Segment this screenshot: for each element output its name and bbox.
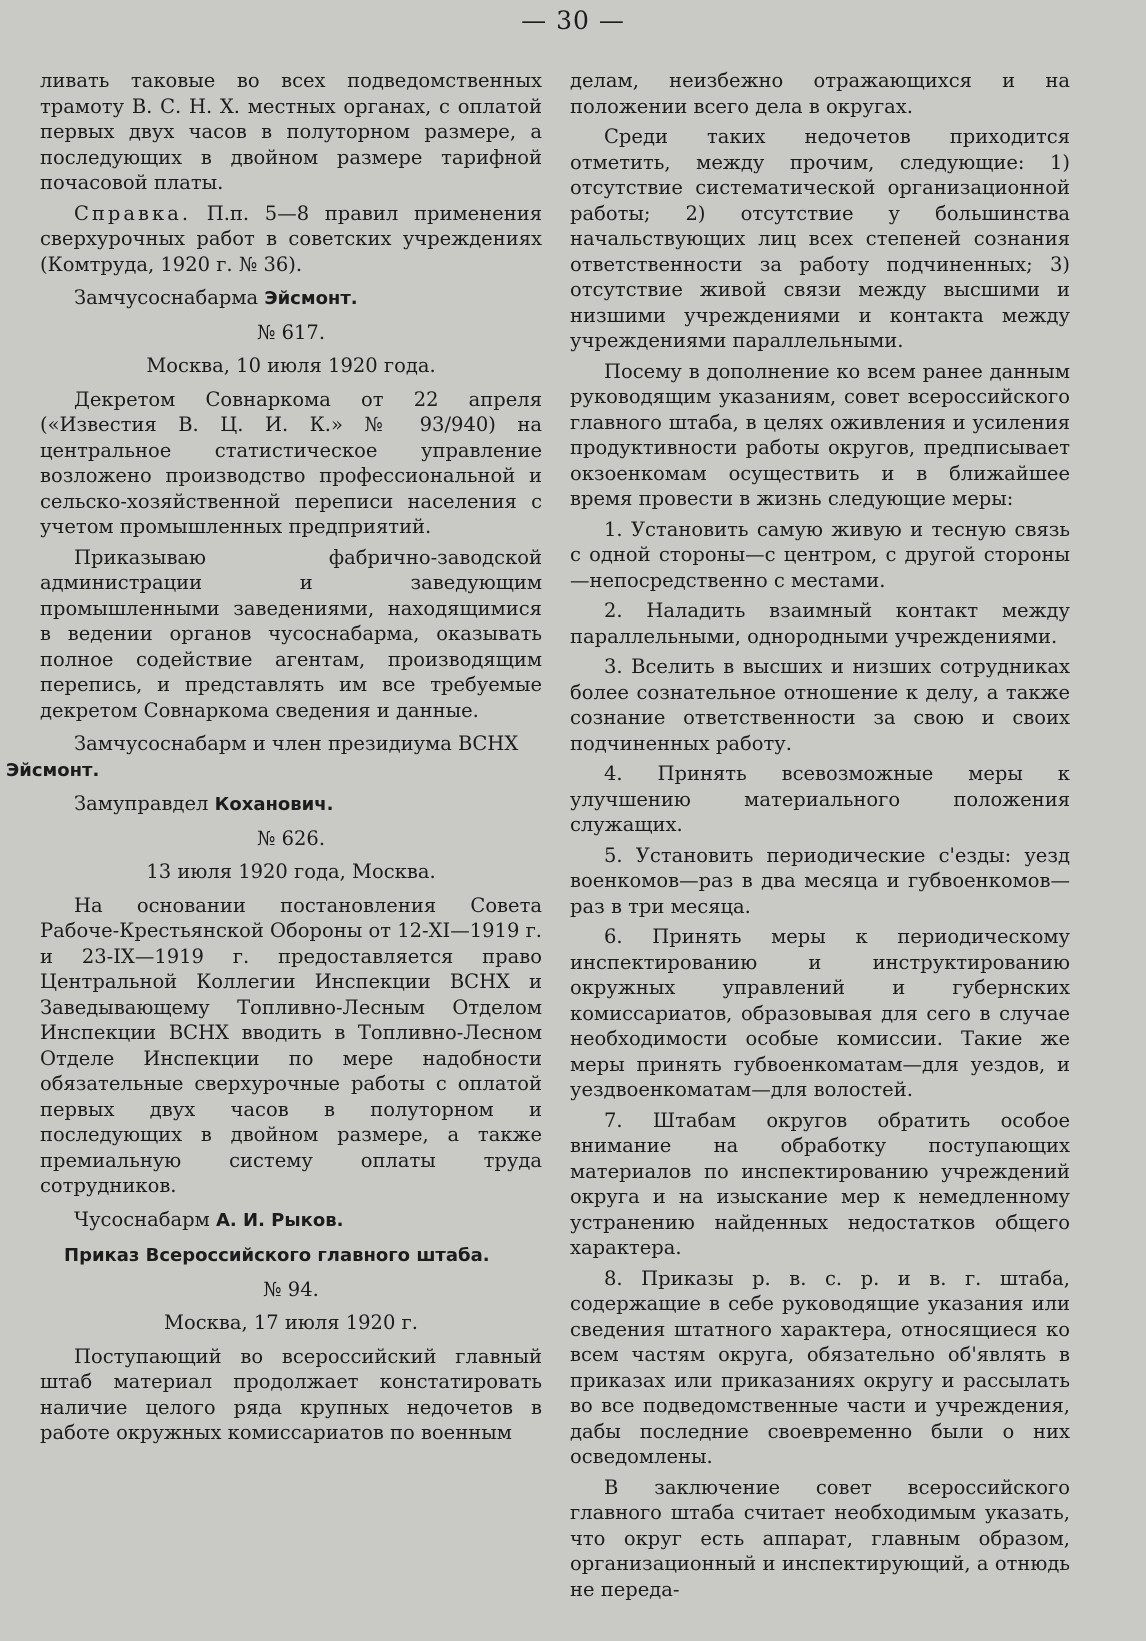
paragraph: Посему в дополнение ко всем ранее данным руководящим указаниям, совет всероссийского главного штаба, в целях оживления и усиления продуктивности работы округов, предписывает окзоенкомам осуществить и в ближайшее время провести в жизнь следующие меры: xyxy=(570,359,1070,510)
paragraph: Декретом Совнаркома от 22 апреля («Известия В. Ц. И. К.» № 93/940) на центральное статистическое управление возложено производство профессиональной и сельско-хозяйственной переписи населения с учетом промышленных предприятий. xyxy=(40,387,542,538)
order-number: № 626. xyxy=(256,826,326,850)
note-label: Справка. xyxy=(74,201,192,225)
paragraph: ливать таковые во всех подведомственных трамоту В. С. Н. Х. местных органах, с оплатой первых двух часов в полуторном размере, а последующих в двойном размере тарифной почасовой платы. xyxy=(40,69,542,194)
right-column xyxy=(570,68,1070,1607)
paragraph: Поступающий во всероссийский главный штаб материал продолжает констатировать наличие целого ряда крупных недочетов в работе окружных комиссариатов по военным xyxy=(40,1344,542,1444)
signature-name: Коханович. xyxy=(214,794,334,815)
paragraph: На основании постановления Совета Рабоче-Крестьянской Обороны от 12-XI—1919 г. и 23-IX—1919 г. предоставляется право Центральной Коллегии Инспекции ВСНХ и Заведывающему Топливно-Лесным Отделом Инспекции ВСНХ вводить в Топливно-Лесном Отделе Инспекции по мере надобности обязательные сверхурочные работы с оплатой первых двух часов в полуторном и последующих в двойном размере, а также премиальную систему оплаты труда сотрудников. xyxy=(40,893,542,1197)
order-place-date: Москва, 10 июля 1920 года. xyxy=(146,354,436,377)
signature xyxy=(40,1207,542,1234)
note-text: П.п. 5—8 правил применения сверхурочных работ в советских учреждениях (Комтруда, 1920 г. № 36). xyxy=(40,201,542,276)
paragraph: Приказываю фабрично-заводской администрации и заведующим промышленными заведениями, находящимися в ведении органов чусоснабарма, оказывать полное содействие агентам, производящим перепись, и представлять им все требуемые декретом Совнаркома сведения и данные. xyxy=(40,545,542,722)
paragraph: делам, неизбежно отражающихся и на положении всего дела в округах. xyxy=(570,69,1070,118)
paragraph: Среди таких недочетов приходится отметить, между прочим, следующие: 1) отсутствие систематической организационной работы; 2) отсутствие у большинства начальствующих лиц всех степеней сознания ответственности за работу подчиненных; 3) отсутствие живой связи между высшими и низшими учреждениями и контакта между учреждениями параллельными. xyxy=(570,125,1070,352)
signature xyxy=(40,791,542,818)
order-number: № 617. xyxy=(256,320,326,344)
list-item: 8. Приказы р. в. с. р. и в. г. штаба, содержащие в себе руководящие указания или сведения штатного характера, относящиеся ко всем частям округа, обязательно об'являть в приказах или приказаниях округу и рассылать во все подведомственные части и учреждения, дабы последние своевременно были о них осведомлены. xyxy=(570,1266,1070,1468)
list-item: 1. Установить самую живую и тесную связь с одной стороны—с центром, с другой стороны—непосредственно с местами. xyxy=(570,517,1070,592)
list-item: 5. Установить периодические с'езды: уезд военкомов—раз в два месяца и губвоенкомов—раз в три месяца. xyxy=(570,843,1070,918)
signature-title: Чусоснабарм xyxy=(74,1207,216,1231)
signature-name: Эйсмонт. xyxy=(6,759,100,781)
signature-title: Замуправдел xyxy=(74,792,215,815)
left-column xyxy=(6,68,542,1451)
list-item: 6. Принять меры к периодическому инспектированию и инструктированию окружных управлений и губернских комиссариатов, образовывая для сего в случае необходимости особые комиссии. Такие же меры принять губвоенкоматам—для уездов, и уездвоенкоматам—для волостей. xyxy=(570,925,1070,1101)
signature-name: А. И. Рыков. xyxy=(215,1209,344,1231)
order-place-date: Москва, 17 июля 1920 г. xyxy=(164,1311,418,1334)
list-item: 4. Принять всевозможные меры к улучшению материального положения служащих. xyxy=(570,762,1070,836)
signature-title: Замчусоснабарма xyxy=(74,286,265,309)
list-item: 2. Наладить взаимный контакт между параллельными, однородными учреждениями. xyxy=(570,599,1070,648)
order-place-date: 13 июля 1920 года, Москва. xyxy=(146,860,436,883)
signature-name: Эйсмонт. xyxy=(264,288,358,309)
section-heading: Приказ Всероссийского главного штаба. xyxy=(64,1245,490,1266)
signature-title: Замчусоснабарм и член президиума ВСНХ xyxy=(74,732,519,755)
list-item: 7. Штабам округов обратить особое внимание на обработку поступающих материалов по инспектированию учреждений округа и на изыскание мер к немедленному устранению найденных недостатков общего характера. xyxy=(570,1108,1070,1259)
page-number: — 30 — xyxy=(521,6,625,35)
signature xyxy=(6,731,542,783)
reference-note xyxy=(40,201,542,278)
list-item: 3. Вселить в высших и низших сотрудниках более сознательное отношение к делу, а также сознание ответственности за свою и своих подчиненных работу. xyxy=(570,655,1070,755)
order-number: № 94. xyxy=(263,1277,319,1301)
signature xyxy=(40,285,542,312)
paragraph: В заключение совет всероссийского главного штаба считает необходимым указать, что округ есть аппарат, главным образом, организационный и инспектирующий, а отнюдь не переда- xyxy=(570,1475,1070,1601)
